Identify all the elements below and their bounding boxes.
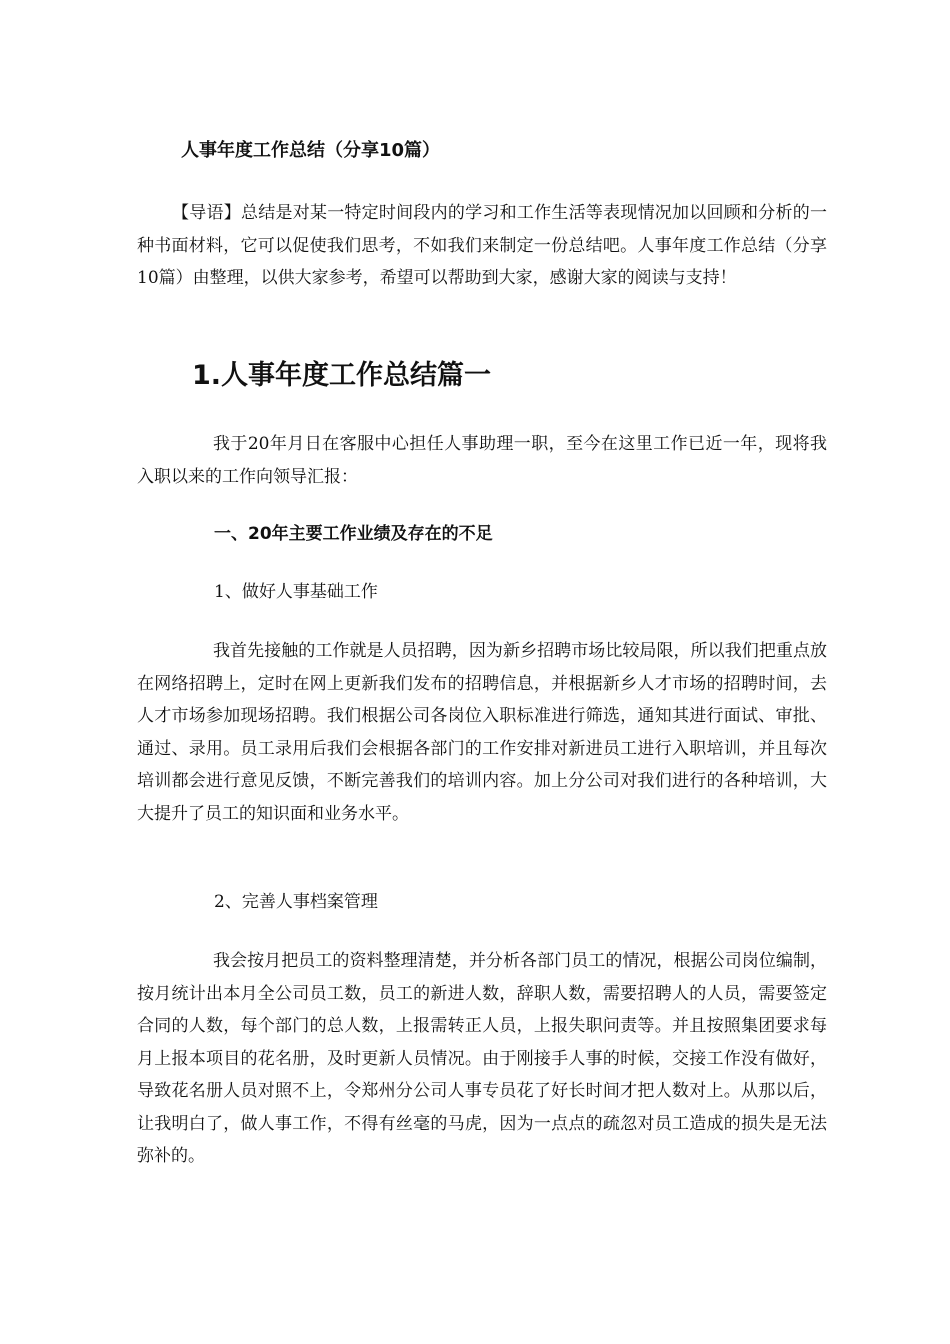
intro-paragraph: 【导语】总结是对某一特定时间段内的学习和工作生活等表现情况加以回顾和分析的一种书面材料，它可以促使我们思考，不如我们来制定一份总结吧。人事年度工作总结（分享10篇）由整理，以供大家参考，希望可以帮助到大家，感谢大家的阅读与支持！ — [137, 203, 827, 288]
part-heading: 一、20年主要工作业绩及存在的不足 — [214, 524, 493, 544]
item1-paragraph: 我首先接触的工作就是人员招聘，因为新乡招聘市场比较局限，所以我们把重点放在网络招聘上，定时在网上更新我们发布的招聘信息，并根据新乡人才市场的招聘时间，去人才市场参加现场招聘。我们根据公司各岗位入职标准进行筛选，通知其进行面试、审批、通过、录用。员工录用后我们会根据各部门的工作安排对新进员工进行入职培训，并且每次培训都会进行意见反馈，不断完善我们的培训内容。加上分公司对我们进行的各种培训，大大提升了员工的知识面和业务水平。 — [137, 641, 827, 824]
opening-paragraph: 我于20年月日在客服中心担任人事助理一职，至今在这里工作已近一年，现将我入职以来的工作向领导汇报： — [137, 434, 827, 487]
item2-heading: 2、完善人事档案管理 — [214, 892, 378, 912]
item1-heading: 1、做好人事基础工作 — [214, 582, 378, 602]
document-title: 人事年度工作总结（分享10篇） — [181, 140, 441, 161]
item2-paragraph: 我会按月把员工的资料整理清楚，并分析各部门员工的情况，根据公司岗位编制，按月统计出本月全公司员工数，员工的新进人数，辞职人数，需要招聘人的人员，需要签定合同的人数，每个部门的总人数，上报需转正人员，上报失职问责等。并且按照集团要求每月上报本项目的花名册，及时更新人员情况。由于刚接手人事的时候，交接工作没有做好，导致花名册人员对照不上，令郑州分公司人事专员花了好长时间才把人数对上。从那以后，让我明白了，做人事工作，不得有丝毫的马虎，因为一点点的疏忽对员工造成的损失是无法弥补的。 — [137, 951, 827, 1166]
section-heading: 1.人事年度工作总结篇一 — [192, 360, 492, 391]
